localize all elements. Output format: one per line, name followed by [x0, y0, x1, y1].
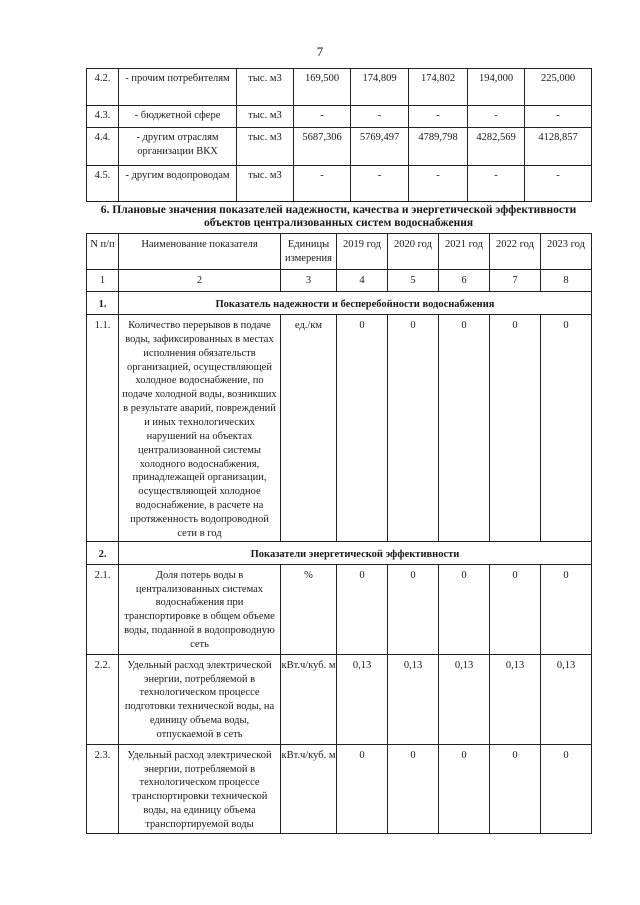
row-name: Количество перерывов в подаче воды, зафиксированных в местах исполнения обязательств организацией, осуществляющей холодное водоснабжение, по подаче холодной воды, возникших в результате аварий, повреждений и иных технологических нарушений на объектах централизованной системы холодного водоснабжения, принадлежащей организации, осуществляющей холодное водоснабжение, в расчете на протяженность водопроводной сети в год [119, 315, 281, 542]
row-unit: кВт.ч/куб. м [281, 744, 337, 833]
table-row [87, 128, 592, 166]
column-numbers-row [87, 270, 592, 292]
value-cell: 225,000 [525, 69, 592, 106]
table-row [87, 315, 592, 542]
column-number: 2 [119, 270, 281, 292]
row-name: Удельный расход электрической энергии, потребляемой в технологическом процессе подготовки технической воды, на единицу объема воды, отпускаемой в сеть [119, 654, 281, 744]
row-name: - другим водопроводам [119, 166, 237, 202]
column-number: 7 [490, 270, 541, 292]
column-number: 5 [388, 270, 439, 292]
section-heading: Показатель надежности и бесперебойности водоснабжения [119, 292, 592, 315]
value-cell: 169,500 [294, 69, 351, 106]
value-cell: - [351, 106, 409, 128]
row-number: 2.3. [87, 744, 119, 833]
value-cell: 0 [541, 744, 592, 833]
row-unit: кВт.ч/куб. м [281, 654, 337, 744]
header-year: 2019 год [337, 234, 388, 270]
row-name: Удельный расход электрической энергии, потребляемой в технологическом процессе транспортировки технической воды, на единицу объема транспортируемой воды [119, 744, 281, 833]
value-cell: - [294, 166, 351, 202]
value-cell: 0,13 [337, 654, 388, 744]
table-row [87, 69, 592, 106]
row-number: 2.2. [87, 654, 119, 744]
value-cell: 0 [337, 744, 388, 833]
row-unit: ед./км [281, 315, 337, 542]
value-cell: - [468, 166, 525, 202]
value-cell: 5769,497 [351, 128, 409, 166]
value-cell: 0 [337, 564, 388, 654]
value-cell: 0 [388, 744, 439, 833]
row-number: 1.1. [87, 315, 119, 542]
value-cell: - [351, 166, 409, 202]
value-cell: - [294, 106, 351, 128]
value-cell: 0 [388, 315, 439, 542]
page-number: 7 [316, 44, 324, 59]
value-cell: - [409, 106, 468, 128]
section-row [87, 541, 592, 564]
row-number: 4.3. [87, 106, 119, 128]
column-number: 6 [439, 270, 490, 292]
value-cell: 174,809 [351, 69, 409, 106]
consumption-table [86, 68, 592, 202]
section-title: 6. Плановые значения показателей надежности, качества и энергетической эффективности объектов централизованных систем водоснабжения [100, 204, 577, 230]
value-cell: 0 [337, 315, 388, 542]
header-unit: Единицы измерения [281, 234, 337, 270]
column-number: 1 [87, 270, 119, 292]
row-unit: тыс. м3 [237, 69, 294, 106]
table-row [87, 166, 592, 202]
row-unit: тыс. м3 [237, 166, 294, 202]
table-row [87, 654, 592, 744]
header-name: Наименование показателя [119, 234, 281, 270]
column-number: 3 [281, 270, 337, 292]
header-row [87, 234, 592, 270]
row-number: 4.4. [87, 128, 119, 166]
value-cell: 4282,569 [468, 128, 525, 166]
value-cell: 0 [439, 564, 490, 654]
value-cell: 4128,857 [525, 128, 592, 166]
row-number: 4.2. [87, 69, 119, 106]
value-cell: - [468, 106, 525, 128]
header-num: N п/п [87, 234, 119, 270]
value-cell: 0 [388, 564, 439, 654]
value-cell: 0,13 [541, 654, 592, 744]
row-unit: тыс. м3 [237, 128, 294, 166]
row-number: 4.5. [87, 166, 119, 202]
value-cell: 0 [439, 315, 490, 542]
header-year: 2022 год [490, 234, 541, 270]
value-cell: 0 [490, 315, 541, 542]
table-row [87, 106, 592, 128]
column-number: 8 [541, 270, 592, 292]
row-name: Доля потерь воды в централизованных системах водоснабжения при транспортировке в общем объеме воды, поданной в водопроводную сеть [119, 564, 281, 654]
value-cell: 0,13 [439, 654, 490, 744]
value-cell: 174,802 [409, 69, 468, 106]
value-cell: 0,13 [490, 654, 541, 744]
value-cell: 0 [541, 564, 592, 654]
value-cell: 0 [439, 744, 490, 833]
row-name: - бюджетной сфере [119, 106, 237, 128]
header-year: 2021 год [439, 234, 490, 270]
section-row [87, 292, 592, 315]
section-number: 2. [87, 541, 119, 564]
value-cell: 4789,798 [409, 128, 468, 166]
row-unit: % [281, 564, 337, 654]
header-year: 2020 год [388, 234, 439, 270]
row-name: - другим отраслям организации ВКХ [119, 128, 237, 166]
section-heading: Показатели энергетической эффективности [119, 541, 592, 564]
value-cell: - [525, 106, 592, 128]
section-number: 1. [87, 292, 119, 315]
row-unit: тыс. м3 [237, 106, 294, 128]
value-cell: - [409, 166, 468, 202]
value-cell: - [525, 166, 592, 202]
value-cell: 0 [490, 564, 541, 654]
table-row [87, 744, 592, 833]
column-number: 4 [337, 270, 388, 292]
header-year: 2023 год [541, 234, 592, 270]
row-name: - прочим потребителям [119, 69, 237, 106]
value-cell: 0,13 [388, 654, 439, 744]
row-number: 2.1. [87, 564, 119, 654]
value-cell: 194,000 [468, 69, 525, 106]
indicators-table [86, 233, 592, 834]
value-cell: 5687,306 [294, 128, 351, 166]
value-cell: 0 [541, 315, 592, 542]
value-cell: 0 [490, 744, 541, 833]
table-row [87, 564, 592, 654]
